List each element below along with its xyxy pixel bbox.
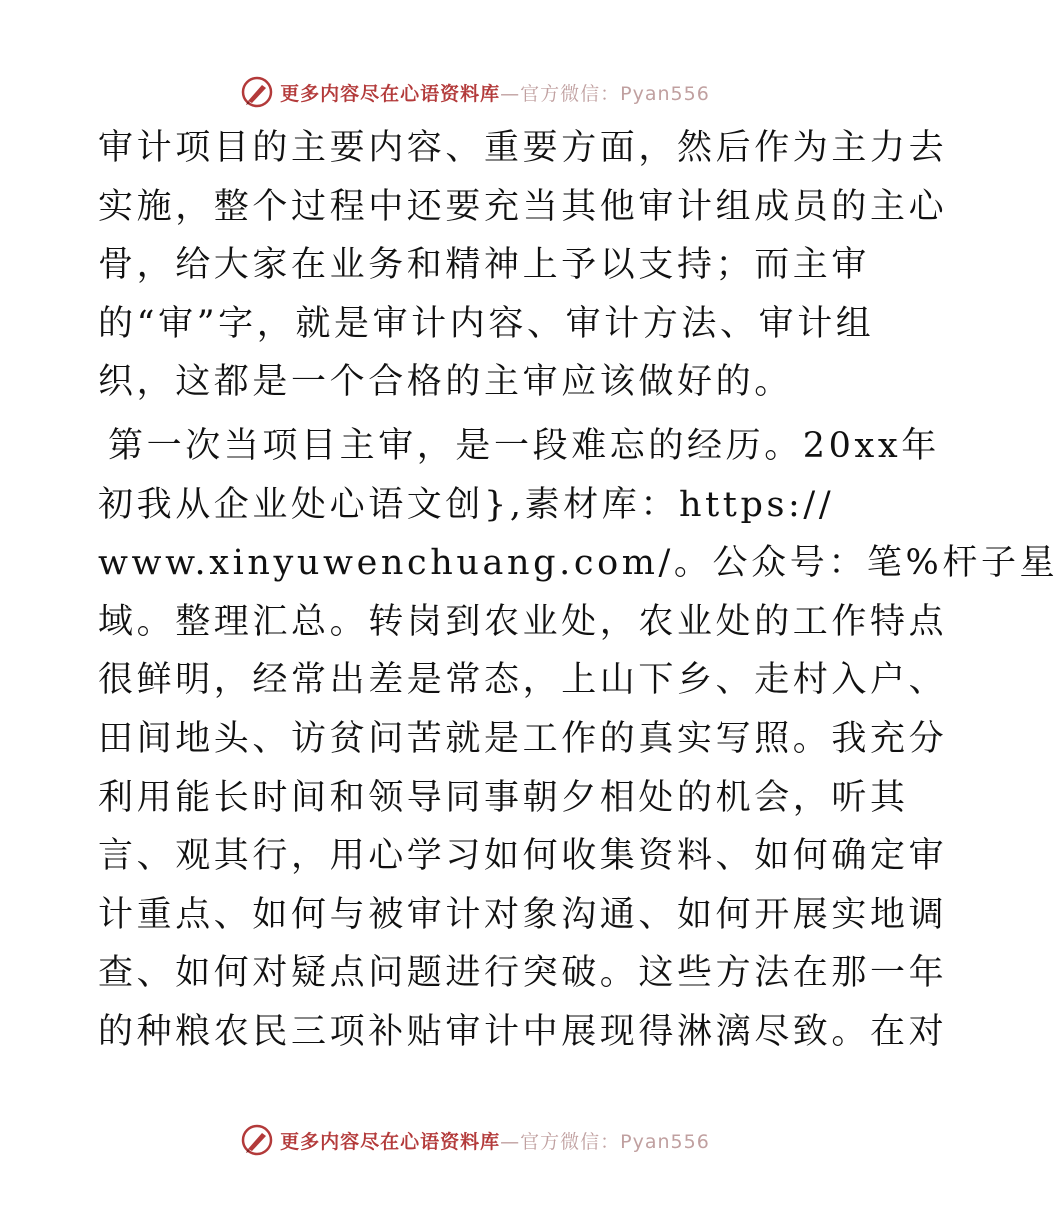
text-line: 查、如何对疑点问题进行突破。这些方法在那一年 [98, 953, 948, 994]
header-watermark [0, 72, 950, 112]
text-line: 织，这都是一个合格的主审应该做好的。 [98, 362, 793, 403]
text-line: 骨，给大家在业务和精神上予以支持；而主审 [98, 245, 871, 286]
text-line: 的种粮农民三项补贴审计中展现得淋漓尽致。在对 [98, 1011, 948, 1052]
pen-logo-icon [240, 1123, 274, 1157]
footer-watermark-text: 更多内容尽在心语资料库—官方微信：Pyan556 [280, 1130, 710, 1153]
header-watermark-text: 更多内容尽在心语资料库—官方微信：Pyan556 [280, 82, 710, 105]
text-line: 田间地头、访贫问苦就是工作的真实写照。我充分 [98, 718, 948, 759]
pen-logo-icon [240, 75, 274, 109]
text-line: 域。整理汇总。转岗到农业处，农业处的工作特点 [98, 601, 948, 642]
text-line: 很鲜明，经常出差是常态，上山下乡、走村入户、 [98, 660, 948, 701]
text-line: 利用能长时间和领导同事朝夕相处的机会，听其 [98, 777, 909, 818]
text-line: 第一次当项目主审，是一段难忘的经历。20xx年 [108, 425, 940, 466]
text-line: 实施，整个过程中还要充当其他审计组成员的主心 [98, 186, 948, 227]
paragraph-2 [98, 417, 1058, 1062]
document-body [98, 119, 1058, 1062]
text-line: www.xinyuwenchuang.com/。公众号：笔%杆子星 [98, 543, 1058, 584]
paragraph-1 [98, 119, 948, 412]
text-line: 的“审”字，就是审计内容、审计方法、审计组 [98, 303, 875, 344]
text-line: 审计项目的主要内容、重要方面，然后作为主力去 [98, 128, 948, 168]
text-line: 初我从企业处心语文创},素材库：https:// [98, 484, 835, 525]
text-line: 言、观其行，用心学习如何收集资料、如何确定审 [98, 836, 948, 877]
text-line: 计重点、如何与被审计对象沟通、如何开展实地调 [98, 894, 948, 935]
footer-watermark [0, 1120, 950, 1160]
